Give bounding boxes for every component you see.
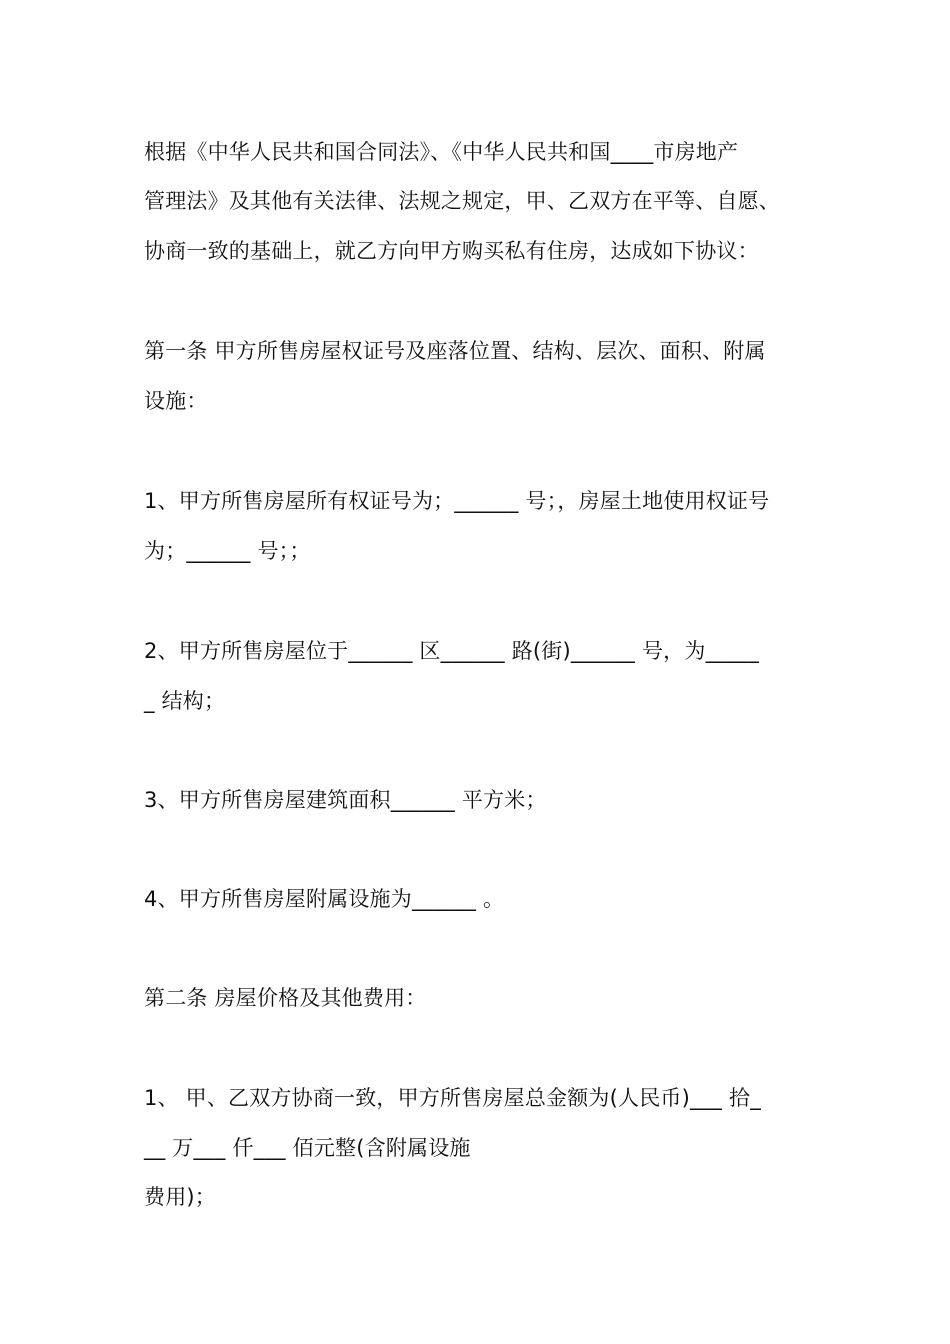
clause-1-1-line-2: 为；______ 号；； [144,539,311,563]
clause-1-3: 3、甲方所售房屋建筑面积______ 平方米； [144,788,547,812]
article-2-heading: 第二条 房屋价格及其他费用： [144,986,427,1010]
preamble-line-2: 管理法》及其他有关法律、法规之规定，甲、乙双方在平等、自愿、 [144,189,780,213]
preamble-line-3: 协商一致的基础上，就乙方向甲方购买私有住房，达成如下协议： [144,239,759,263]
preamble-line-1: 根据《中华人民共和国合同法》、《中华人民共和国____市房地产 [144,140,739,164]
clause-1-4: 4、甲方所售房屋附属设施为______ 。 [144,887,505,911]
clause-2-1-line-1: 1、 甲、乙双方协商一致，甲方所售房屋总金额为(人民币)___ 拾_ [144,1086,761,1110]
clause-1-2-line-2: _ 结构； [144,689,226,713]
article-1-heading-line-1: 第一条 甲方所售房屋权证号及座落位置、结构、层次、面积、附属 [144,339,766,363]
clause-1-2-line-1: 2、甲方所售房屋位于______ 区______ 路(街)______ 号，为_____ [144,639,760,663]
clause-2-1-line-3: 费用)； [144,1185,216,1209]
article-1-heading-line-2: 设施： [144,389,208,413]
clause-2-1-line-2: __ 万___ 仟___ 佰元整(含附属设施 [144,1136,471,1160]
clause-1-1-line-1: 1、甲方所售房屋所有权证号为；______ 号；，房屋土地使用权证号 [144,489,770,513]
